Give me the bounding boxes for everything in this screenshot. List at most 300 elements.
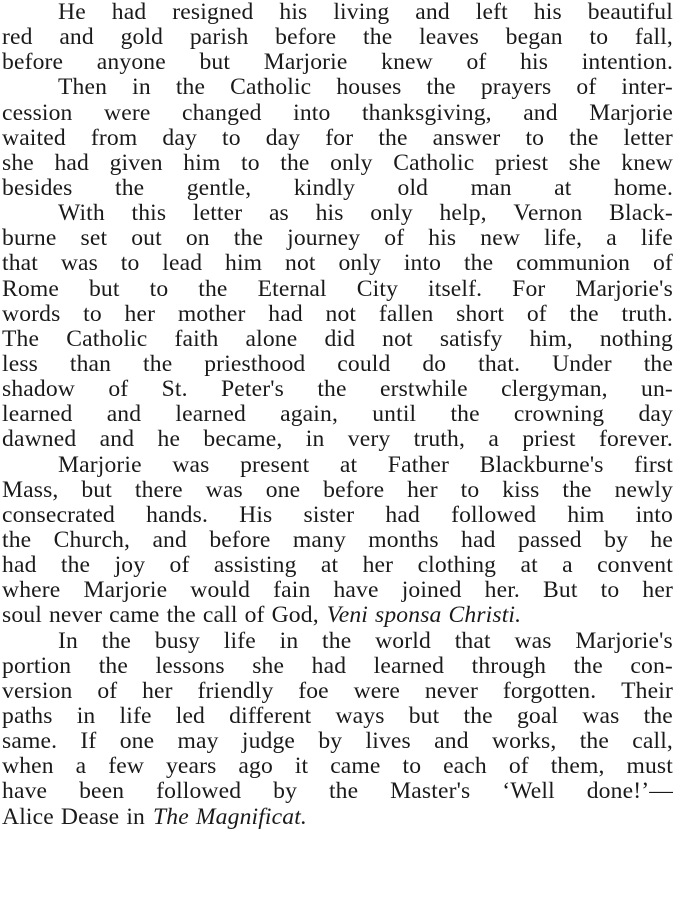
word: Marjorie bbox=[589, 99, 673, 126]
word: beautiful bbox=[587, 0, 673, 25]
word: a bbox=[488, 426, 499, 453]
word: very bbox=[347, 426, 391, 453]
word: ways bbox=[335, 702, 385, 729]
word: to bbox=[525, 124, 545, 151]
word: clothing bbox=[417, 552, 497, 579]
word: short bbox=[456, 300, 505, 327]
text-line bbox=[2, 528, 673, 553]
word: Rome bbox=[2, 275, 59, 302]
text-line bbox=[2, 629, 673, 654]
word: there bbox=[134, 476, 183, 503]
word: the bbox=[60, 552, 91, 579]
text-line bbox=[2, 251, 673, 276]
word: this bbox=[131, 200, 167, 227]
word: in bbox=[132, 74, 151, 101]
word: Marjorie bbox=[58, 451, 142, 478]
word: Master's bbox=[390, 778, 471, 805]
text-line bbox=[2, 50, 673, 75]
word: learned bbox=[2, 401, 73, 428]
word: his bbox=[279, 0, 308, 25]
word: communion bbox=[516, 250, 631, 277]
word: done!’— bbox=[586, 778, 673, 805]
word: forgotten. bbox=[502, 677, 597, 704]
word: had bbox=[111, 0, 147, 25]
text-line bbox=[2, 151, 673, 176]
word: life bbox=[223, 627, 256, 654]
word: leaves bbox=[419, 24, 479, 51]
word: to bbox=[460, 476, 480, 503]
text-line bbox=[2, 578, 673, 603]
text-line bbox=[2, 277, 673, 302]
word: at bbox=[520, 552, 538, 579]
word: priest bbox=[522, 426, 576, 453]
word: his bbox=[315, 200, 344, 227]
word: foe bbox=[298, 677, 329, 704]
word: hands. bbox=[146, 501, 208, 528]
word: and bbox=[152, 526, 187, 553]
word: of bbox=[169, 552, 190, 579]
word: must bbox=[626, 753, 673, 780]
word: that bbox=[454, 627, 491, 654]
word: of bbox=[108, 376, 129, 403]
word: had bbox=[2, 552, 37, 579]
word: Marjorie's bbox=[575, 627, 673, 654]
word: have bbox=[333, 577, 379, 604]
word: the bbox=[463, 702, 493, 729]
word: crowning bbox=[513, 401, 605, 428]
word: Black- bbox=[609, 200, 673, 227]
word: few bbox=[108, 753, 145, 780]
word: was bbox=[514, 627, 552, 654]
word: inter- bbox=[621, 74, 673, 101]
word: Vernon bbox=[513, 200, 583, 227]
word: the bbox=[2, 526, 32, 553]
word: he bbox=[650, 526, 673, 553]
word: but bbox=[81, 476, 112, 503]
word: cession bbox=[2, 99, 73, 126]
word: before bbox=[275, 24, 337, 51]
word: her bbox=[142, 677, 173, 704]
word: of bbox=[384, 225, 405, 252]
word: journey bbox=[287, 225, 361, 252]
text-line bbox=[2, 453, 673, 478]
word: thanksgiving, bbox=[361, 99, 492, 126]
word: the bbox=[363, 24, 393, 51]
text-line bbox=[2, 779, 673, 804]
word: only bbox=[330, 149, 373, 176]
word: Blackburne's bbox=[479, 451, 604, 478]
word: was bbox=[172, 451, 210, 478]
paragraph-2 bbox=[2, 75, 673, 201]
word: fain bbox=[273, 577, 311, 604]
word: his bbox=[533, 0, 562, 25]
word: at bbox=[320, 552, 339, 579]
word: the bbox=[426, 74, 456, 101]
word: lessons bbox=[155, 652, 225, 679]
word: the bbox=[643, 702, 673, 729]
word: priest bbox=[494, 149, 549, 176]
word: of bbox=[576, 74, 597, 101]
word: was bbox=[582, 702, 620, 729]
word: the bbox=[328, 778, 359, 805]
word: of bbox=[652, 250, 673, 277]
word: were bbox=[353, 677, 401, 704]
word: into bbox=[635, 501, 673, 528]
word: been bbox=[79, 778, 125, 805]
word: day bbox=[638, 401, 673, 428]
word: a bbox=[562, 552, 573, 579]
word: waited bbox=[2, 124, 66, 151]
word: kiss bbox=[502, 476, 540, 503]
word: the bbox=[233, 225, 264, 252]
word: had bbox=[54, 149, 89, 176]
text-line bbox=[2, 754, 673, 779]
word: until bbox=[372, 401, 417, 428]
word: were bbox=[104, 99, 151, 126]
word: lead bbox=[162, 250, 203, 277]
word: began bbox=[505, 24, 563, 51]
word: her bbox=[642, 577, 673, 604]
word: the bbox=[450, 401, 480, 428]
word: con- bbox=[630, 652, 673, 679]
word: Peter's bbox=[221, 376, 284, 403]
word: life bbox=[640, 225, 673, 252]
word: the bbox=[143, 350, 173, 377]
word: priesthood bbox=[204, 350, 306, 377]
word: had bbox=[268, 300, 303, 327]
word: Catholic bbox=[230, 74, 312, 101]
word: Under bbox=[552, 350, 612, 377]
word: of bbox=[508, 753, 529, 780]
word: Catholic bbox=[66, 325, 148, 352]
word: fallen bbox=[378, 300, 434, 327]
word: and bbox=[99, 426, 135, 453]
text-line bbox=[2, 503, 673, 528]
word: erstwhile bbox=[379, 376, 468, 403]
word: dawned bbox=[2, 426, 77, 453]
text-line bbox=[2, 25, 673, 50]
word: had bbox=[311, 652, 347, 679]
word: in bbox=[76, 702, 96, 729]
word: truth. bbox=[621, 300, 673, 327]
attribution-text: Alice Dease in bbox=[2, 803, 145, 830]
word: him, bbox=[529, 325, 573, 352]
word: the bbox=[569, 300, 599, 327]
word: gold bbox=[120, 24, 164, 51]
word: to bbox=[589, 24, 609, 51]
text-line bbox=[2, 201, 673, 226]
word: to bbox=[241, 149, 260, 176]
word: day bbox=[162, 124, 197, 151]
word: set bbox=[80, 225, 108, 252]
word: at bbox=[339, 451, 358, 478]
word: that. bbox=[478, 350, 521, 377]
word: passed bbox=[517, 526, 582, 553]
paragraph-5 bbox=[2, 629, 673, 830]
word: paths bbox=[2, 702, 53, 729]
word: had bbox=[385, 501, 420, 528]
word: the bbox=[562, 476, 592, 503]
word: friendly bbox=[197, 677, 274, 704]
word: him bbox=[567, 501, 605, 528]
word: help, bbox=[439, 200, 487, 227]
word: call, bbox=[632, 728, 673, 755]
text-line bbox=[2, 226, 673, 251]
word: intention. bbox=[581, 49, 673, 76]
word: version bbox=[2, 677, 73, 704]
text-line bbox=[2, 402, 673, 427]
word: prayers bbox=[480, 74, 552, 101]
word: for bbox=[325, 124, 354, 151]
word: not bbox=[285, 250, 316, 277]
word: them, bbox=[550, 753, 605, 780]
paragraph-1 bbox=[2, 0, 673, 75]
word: ‘Well bbox=[502, 778, 555, 805]
word: mother bbox=[177, 300, 246, 327]
word: could bbox=[337, 350, 391, 377]
word: answer bbox=[432, 124, 501, 151]
word: into bbox=[293, 99, 331, 126]
word: before bbox=[323, 476, 385, 503]
word: but bbox=[88, 275, 120, 302]
word: came bbox=[330, 753, 381, 780]
word: resigned bbox=[172, 0, 254, 25]
italic-title: Veni sponsa Christi. bbox=[326, 602, 522, 629]
word: less bbox=[2, 350, 38, 377]
word: did bbox=[324, 325, 356, 352]
word: by bbox=[604, 526, 629, 553]
word: only bbox=[338, 250, 381, 277]
word: became, bbox=[203, 426, 283, 453]
word: But bbox=[543, 577, 578, 604]
word: not bbox=[325, 300, 357, 327]
word: the bbox=[643, 350, 673, 377]
word: present bbox=[240, 451, 310, 478]
word: led bbox=[175, 702, 206, 729]
word: through bbox=[471, 652, 547, 679]
word: of bbox=[97, 677, 118, 704]
word: where bbox=[2, 577, 61, 604]
word: the bbox=[317, 376, 347, 403]
text-line bbox=[2, 75, 673, 100]
word: newly bbox=[614, 476, 673, 503]
text-line bbox=[2, 101, 673, 126]
word: Father bbox=[387, 451, 449, 478]
word: on bbox=[185, 225, 210, 252]
word: one bbox=[265, 476, 301, 503]
word: given bbox=[109, 149, 163, 176]
word: was bbox=[205, 476, 243, 503]
word: followed bbox=[451, 501, 537, 528]
word: With bbox=[58, 200, 105, 227]
text-line bbox=[2, 654, 673, 679]
word: knew bbox=[381, 49, 433, 76]
word: Eternal bbox=[257, 275, 327, 302]
word: again, bbox=[280, 401, 339, 428]
word: before bbox=[209, 526, 271, 553]
word: day bbox=[265, 124, 301, 151]
word: left bbox=[475, 0, 508, 25]
word: changed bbox=[181, 99, 262, 126]
word: joy bbox=[114, 552, 146, 579]
word: and bbox=[523, 99, 558, 126]
word: learned bbox=[373, 652, 445, 679]
word: never bbox=[424, 677, 479, 704]
word: she bbox=[2, 149, 34, 176]
word: joined bbox=[401, 577, 462, 604]
word: itself. bbox=[428, 275, 483, 302]
word: burne bbox=[2, 225, 57, 252]
word: but bbox=[408, 702, 440, 729]
word: St. bbox=[161, 376, 188, 403]
word: Their bbox=[621, 677, 673, 704]
word: to bbox=[83, 300, 102, 327]
word: of bbox=[526, 300, 547, 327]
word: she bbox=[252, 652, 285, 679]
word: anyone bbox=[96, 49, 166, 76]
word: learned bbox=[175, 401, 246, 428]
word: City bbox=[356, 275, 399, 302]
word: the bbox=[579, 728, 609, 755]
word: living bbox=[333, 0, 390, 25]
word: a bbox=[606, 225, 617, 252]
word: of bbox=[466, 49, 487, 76]
word: consecrated bbox=[2, 501, 115, 528]
word: the bbox=[569, 124, 599, 151]
word: than bbox=[69, 350, 112, 377]
word: may bbox=[177, 728, 219, 755]
word: goal bbox=[516, 702, 559, 729]
word: to bbox=[221, 124, 241, 151]
word: to bbox=[402, 753, 422, 780]
word: him bbox=[183, 149, 221, 176]
word: in bbox=[279, 627, 299, 654]
word: the bbox=[573, 652, 603, 679]
word: knew bbox=[621, 149, 673, 176]
word: by bbox=[318, 728, 343, 755]
text-line bbox=[2, 729, 673, 754]
text-line bbox=[2, 704, 673, 729]
word: Marjorie bbox=[83, 577, 168, 604]
word: many bbox=[292, 526, 346, 553]
word: she bbox=[568, 149, 601, 176]
word: it bbox=[294, 753, 309, 780]
word: faith bbox=[174, 325, 219, 352]
text-line: besides the gentle, kindly old man at home. bbox=[2, 174, 673, 201]
word: letter bbox=[192, 200, 243, 227]
word: clergyman, bbox=[501, 376, 608, 403]
word: He bbox=[58, 0, 86, 25]
word: houses bbox=[336, 74, 402, 101]
word: years bbox=[165, 753, 217, 780]
word: Marjorie's bbox=[575, 275, 673, 302]
text-line bbox=[2, 0, 673, 25]
word: If bbox=[80, 728, 97, 755]
word: Mass, bbox=[2, 476, 59, 503]
word: The bbox=[2, 325, 40, 352]
word: when bbox=[2, 753, 54, 780]
word: one bbox=[119, 728, 155, 755]
word: words bbox=[2, 300, 61, 327]
word: her bbox=[124, 300, 156, 327]
word: that bbox=[2, 250, 38, 277]
word: In bbox=[58, 627, 78, 654]
text-line bbox=[2, 377, 673, 402]
word: forever. bbox=[598, 426, 673, 453]
word: Catholic bbox=[393, 149, 475, 176]
word: parish bbox=[189, 24, 249, 51]
word: months bbox=[368, 526, 439, 553]
word: letter bbox=[623, 124, 673, 151]
word: lives bbox=[365, 728, 411, 755]
word: her bbox=[407, 476, 438, 503]
word: a bbox=[75, 753, 87, 780]
word: and bbox=[59, 24, 94, 51]
word: alone bbox=[245, 325, 298, 352]
word: the bbox=[378, 124, 408, 151]
word: For bbox=[512, 275, 546, 302]
text-line bbox=[2, 427, 673, 452]
word: the bbox=[98, 652, 128, 679]
word: fall, bbox=[634, 24, 673, 51]
text-line bbox=[2, 553, 673, 578]
word: into bbox=[403, 250, 442, 277]
text-line-final bbox=[2, 805, 673, 830]
word: shadow bbox=[2, 376, 75, 403]
word: her bbox=[362, 552, 394, 579]
word: convent bbox=[597, 552, 673, 579]
word: have bbox=[2, 778, 48, 805]
word: first bbox=[634, 451, 673, 478]
text-line-final bbox=[2, 603, 673, 628]
word: in bbox=[305, 426, 325, 453]
word: life, bbox=[544, 225, 583, 252]
word: portion bbox=[2, 652, 72, 679]
word: from bbox=[90, 124, 138, 151]
word: judge bbox=[241, 728, 296, 755]
word: and bbox=[415, 0, 450, 25]
word: to bbox=[149, 275, 169, 302]
text-line bbox=[2, 352, 673, 377]
word: before bbox=[2, 49, 64, 76]
word: the bbox=[175, 74, 206, 101]
word: Marjorie bbox=[263, 49, 348, 76]
word: nothing bbox=[599, 325, 673, 352]
word: her. bbox=[484, 577, 520, 604]
word: truth, bbox=[413, 426, 465, 453]
word: Church, bbox=[53, 526, 131, 553]
word: same. bbox=[2, 728, 58, 755]
word: him bbox=[225, 250, 263, 277]
text-run: soul never came the call of God, bbox=[2, 602, 319, 629]
word: the bbox=[463, 250, 494, 277]
text-line bbox=[2, 126, 673, 151]
word: different bbox=[229, 702, 312, 729]
word: each bbox=[443, 753, 487, 780]
word: red bbox=[2, 24, 33, 51]
word: would bbox=[190, 577, 251, 604]
word: as bbox=[268, 200, 289, 227]
word: he bbox=[157, 426, 181, 453]
text-line bbox=[2, 327, 673, 352]
word: the bbox=[198, 275, 228, 302]
word: do bbox=[422, 350, 447, 377]
word: not bbox=[382, 325, 413, 352]
word: Then bbox=[58, 74, 108, 101]
word: sister bbox=[303, 501, 355, 528]
word: had bbox=[461, 526, 496, 553]
word: his bbox=[520, 49, 549, 76]
